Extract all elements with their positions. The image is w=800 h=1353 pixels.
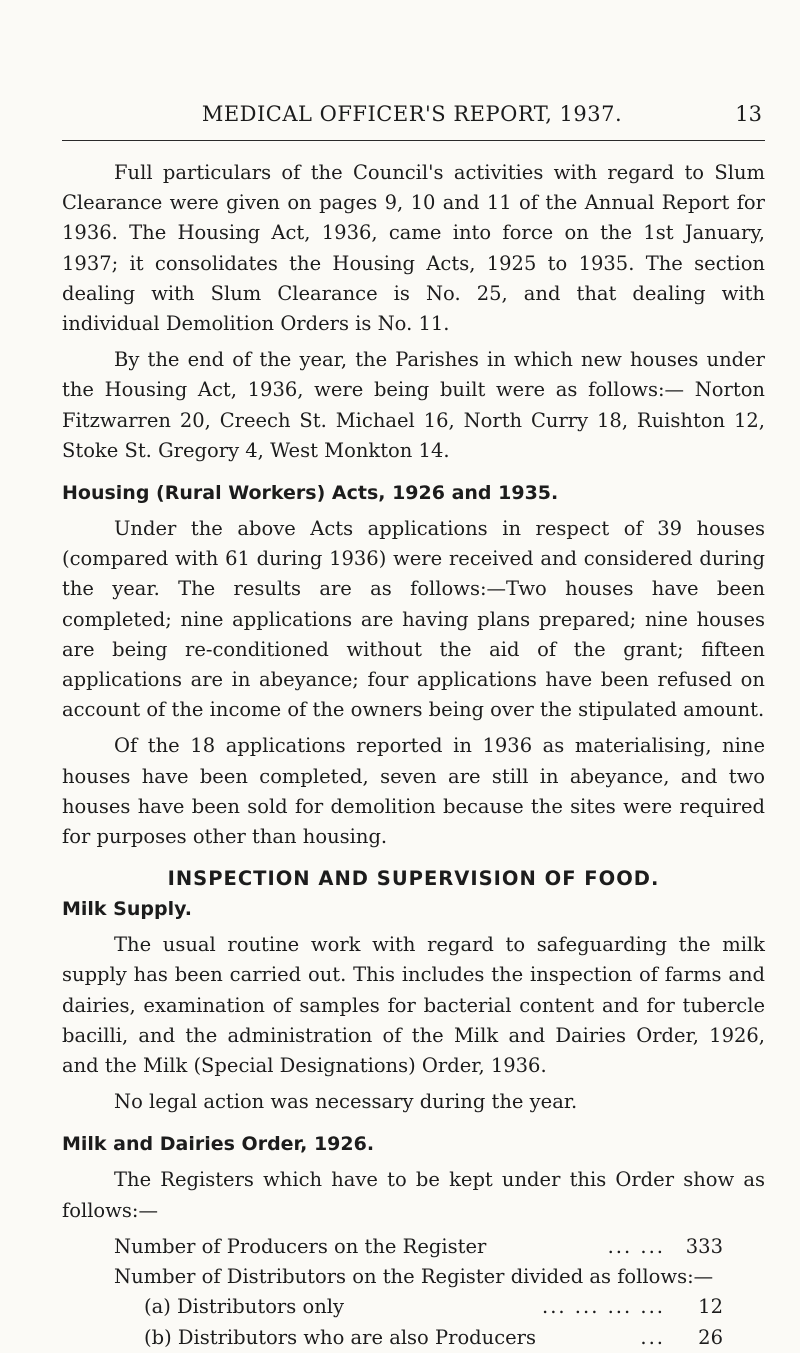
running-header bbox=[62, 102, 762, 138]
body-text bbox=[62, 158, 765, 1353]
distributors-only-row bbox=[62, 1292, 765, 1322]
heading-milk-dairies-order: Milk and Dairies Order, 1926. bbox=[62, 1133, 375, 1156]
page-number: 13 bbox=[735, 102, 762, 126]
paragraph-applications: Under the above Acts applications in respect of 39 houses (compared with 61 during 1936) were received and considered during the year. The results are as follows:—Two houses have been completed; nine applications are having plans prepared; nine houses are being re-conditioned without the aid of the grant; fifteen applications are in abeyance; four applications have been refused on account of the income of the owners being over the stipulated amount. bbox=[62, 517, 765, 722]
producers-label: Number of Producers on the Register bbox=[114, 1234, 487, 1258]
paragraph-milk-routine: The usual routine work with regard to safeguarding the milk supply has been carried out. This includes the inspection of farms and dairies, examination of samples for bacterial content and for tubercle bacilli, and the administration of the Milk and Dairies Order, 1926, and the Milk (Special Designations) Order, 1936. bbox=[62, 933, 765, 1078]
paragraph-registers: The Registers which have to be kept under this Order show as follows:— bbox=[62, 1168, 765, 1222]
paragraph-1936-applications: Of the 18 applications reported in 1936 as materialising, nine houses have been completed, seven are still in abeyance, and two houses have been sold for demolition because the sites were required for purposes other than housing. bbox=[62, 734, 765, 849]
producers-value: 333 bbox=[685, 1234, 723, 1258]
heading-inspection-food: INSPECTION AND SUPERVISION OF FOOD. bbox=[167, 867, 660, 891]
distributors-producers-label: (b) Distributors who are also Producers bbox=[144, 1325, 537, 1349]
distributors-intro: Number of Distributors on the Register divided as follows:— bbox=[114, 1265, 714, 1289]
heading-rural-workers-acts: Housing (Rural Workers) Acts, 1926 and 1935. bbox=[62, 482, 559, 505]
dot-leader: ... ... bbox=[607, 1234, 665, 1258]
paragraph-new-houses: By the end of the year, the Parishes in which new houses under the Housing Act, 1936, were being built were as follows:— Norton Fitzwarren 20, Creech St. Michael 16, North Curry 18, Ruishton 12, Stoke St. Gregory 4, West Monkton 14. bbox=[62, 348, 765, 462]
header-rule bbox=[62, 140, 765, 141]
distributors-only-label: (a) Distributors only bbox=[144, 1295, 345, 1319]
dot-leader: ... ... ... ... bbox=[542, 1295, 665, 1319]
dot-leader: ... bbox=[640, 1325, 665, 1349]
paragraph-no-legal-action: No legal action was necessary during the year. bbox=[114, 1090, 578, 1114]
paragraph-slum-clearance: Full particulars of the Council's activities with regard to Slum Clearance were given on pages 9, 10 and 11 of the Annual Report for 1936. The Housing Act, 1936, came into force on the 1st January, 1937; it consolidates the Housing Acts, 1925 to 1935. The section dealing with Slum Clearance is No. 25, and that dealing with individual Demolition Orders is No. 11. bbox=[62, 161, 765, 336]
heading-milk-supply: Milk Supply. bbox=[62, 898, 192, 921]
distributors-producers-value: 26 bbox=[698, 1325, 723, 1349]
distributors-only-value: 12 bbox=[698, 1295, 723, 1319]
producers-row bbox=[62, 1232, 765, 1262]
page-title: MEDICAL OFFICER'S REPORT, 1937. bbox=[201, 102, 623, 126]
distributors-producers-row bbox=[62, 1323, 765, 1353]
